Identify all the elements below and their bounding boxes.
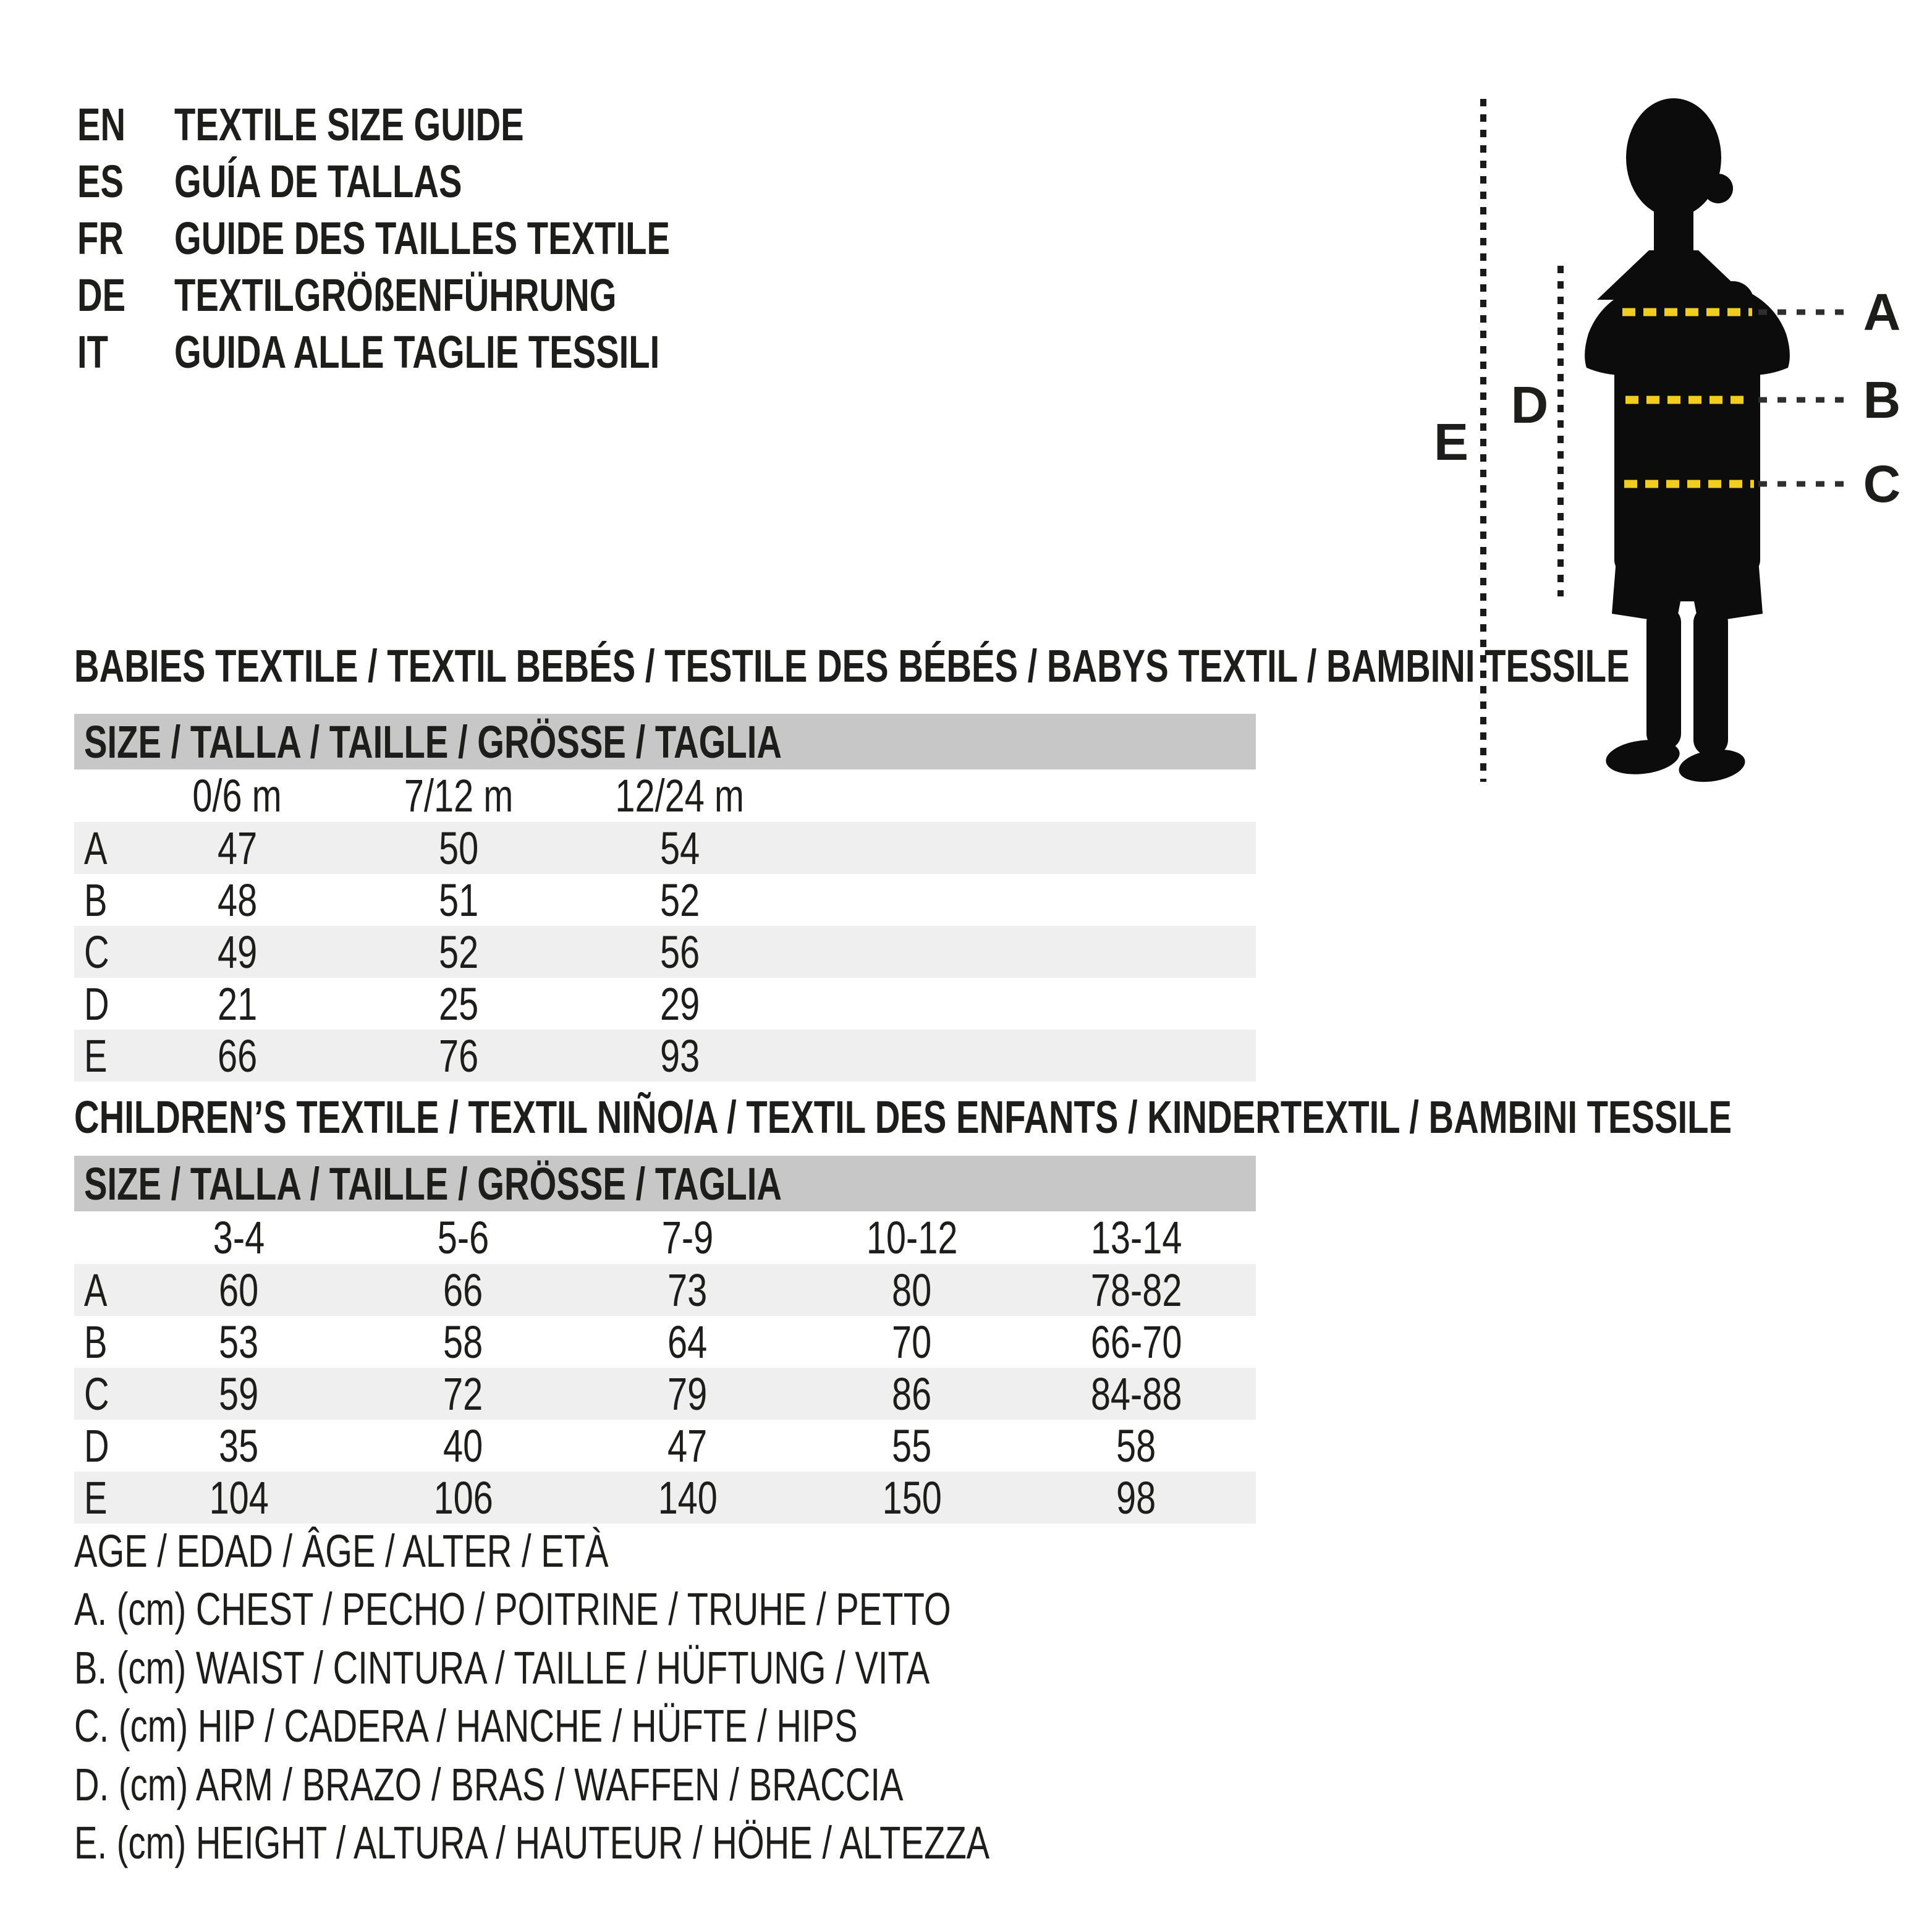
language-code-fr: FR — [77, 213, 124, 264]
babies-column-headers — [74, 769, 1256, 822]
babies-row-c: C 49 52 56 — [74, 926, 1256, 978]
legend-chest: A. (cm) CHEST / PECHO / POITRINE / TRUHE / PETTO — [74, 1583, 951, 1635]
legend-age: AGE / EDAD / ÂGE / ALTER / ETÀ — [74, 1525, 609, 1577]
legend-arm: D. (cm) ARM / BRAZO / BRAS / WAFFEN / BRACCIA — [74, 1759, 904, 1810]
language-title-fr: GUIDE DES TAILLES TEXTILE — [174, 213, 671, 264]
babies-row-e: E 66 76 93 — [74, 1030, 1256, 1082]
babies-row-b: B 48 51 52 — [84, 875, 700, 926]
language-title-en: TEXTILE SIZE GUIDE — [174, 99, 524, 150]
figure-label-c: C — [1863, 455, 1901, 513]
children-row-b: B 53 58 64 70 66-70 — [84, 1316, 1182, 1368]
babies-col-1: 7/12 m — [404, 770, 514, 821]
babies-row-d: D 21 25 29 — [84, 978, 700, 1030]
children-col-3: 10-12 — [866, 1212, 958, 1263]
children-row-d: D 35 40 47 55 58 — [84, 1420, 1156, 1472]
language-code-de: DE — [77, 269, 126, 321]
language-code-en: EN — [77, 99, 126, 150]
legend-waist: B. (cm) WAIST / CINTURA / TAILLE / HÜFTUNG / VITA — [74, 1642, 930, 1693]
children-col-2: 7-9 — [661, 1212, 714, 1263]
legend-height: E. (cm) HEIGHT / ALTURA / HAUTEUR / HÖHE / ALTEZZA — [74, 1817, 990, 1868]
figure-label-b: B — [1863, 371, 1901, 429]
children-row-a: A 60 66 73 80 78-82 — [74, 1264, 1256, 1316]
babies-row-a: A 47 50 54 — [74, 822, 1256, 874]
language-title-it: GUIDA ALLE TAGLIE TESSILI — [174, 326, 660, 378]
children-column-headers — [74, 1211, 1256, 1264]
children-col-0: 3-4 — [213, 1212, 265, 1263]
legend-hip: C. (cm) HIP / CADERA / HANCHE / HÜFTE / HIPS — [74, 1700, 858, 1752]
language-title-es: GUÍA DE TALLAS — [174, 156, 462, 207]
language-code-es: ES — [77, 156, 124, 207]
language-code-it: IT — [77, 326, 108, 378]
children-row-c: C 59 72 79 86 84-88 — [74, 1368, 1256, 1420]
babies-table-header: SIZE / TALLA / TAILLE / GRÖSSE / TAGLIA — [74, 714, 1256, 769]
children-table-header: SIZE / TALLA / TAILLE / GRÖSSE / TAGLIA — [74, 1156, 1256, 1211]
figure-label-a: A — [1863, 283, 1901, 341]
babies-col-0: 0/6 m — [192, 770, 282, 821]
babies-section-title: BABIES TEXTILE / TEXTIL BEBÉS / TESTILE DES BÉBÉS / BABYS TEXTIL / BAMBINI TESSILE — [74, 640, 1630, 692]
measurement-diagram — [1409, 62, 1932, 803]
babies-col-2: 12/24 m — [615, 770, 745, 821]
children-row-e: E 104 106 140 150 98 — [74, 1472, 1256, 1523]
children-size-table — [74, 1156, 1256, 1523]
children-section-title: CHILDREN’S TEXTILE / TEXTIL NIÑO/A / TEXTIL DES ENFANTS / KINDERTEXTIL / BAMBINI TESSILE — [74, 1091, 1732, 1143]
child-silhouette — [1409, 62, 1932, 803]
children-col-1: 5-6 — [437, 1212, 489, 1263]
children-col-4: 13-14 — [1090, 1212, 1182, 1263]
language-title-de: TEXTILGRÖßENFÜHRUNG — [174, 269, 617, 321]
figure-label-d: D — [1510, 376, 1549, 434]
figure-label-e: E — [1433, 413, 1469, 471]
babies-size-table — [74, 714, 1256, 1082]
